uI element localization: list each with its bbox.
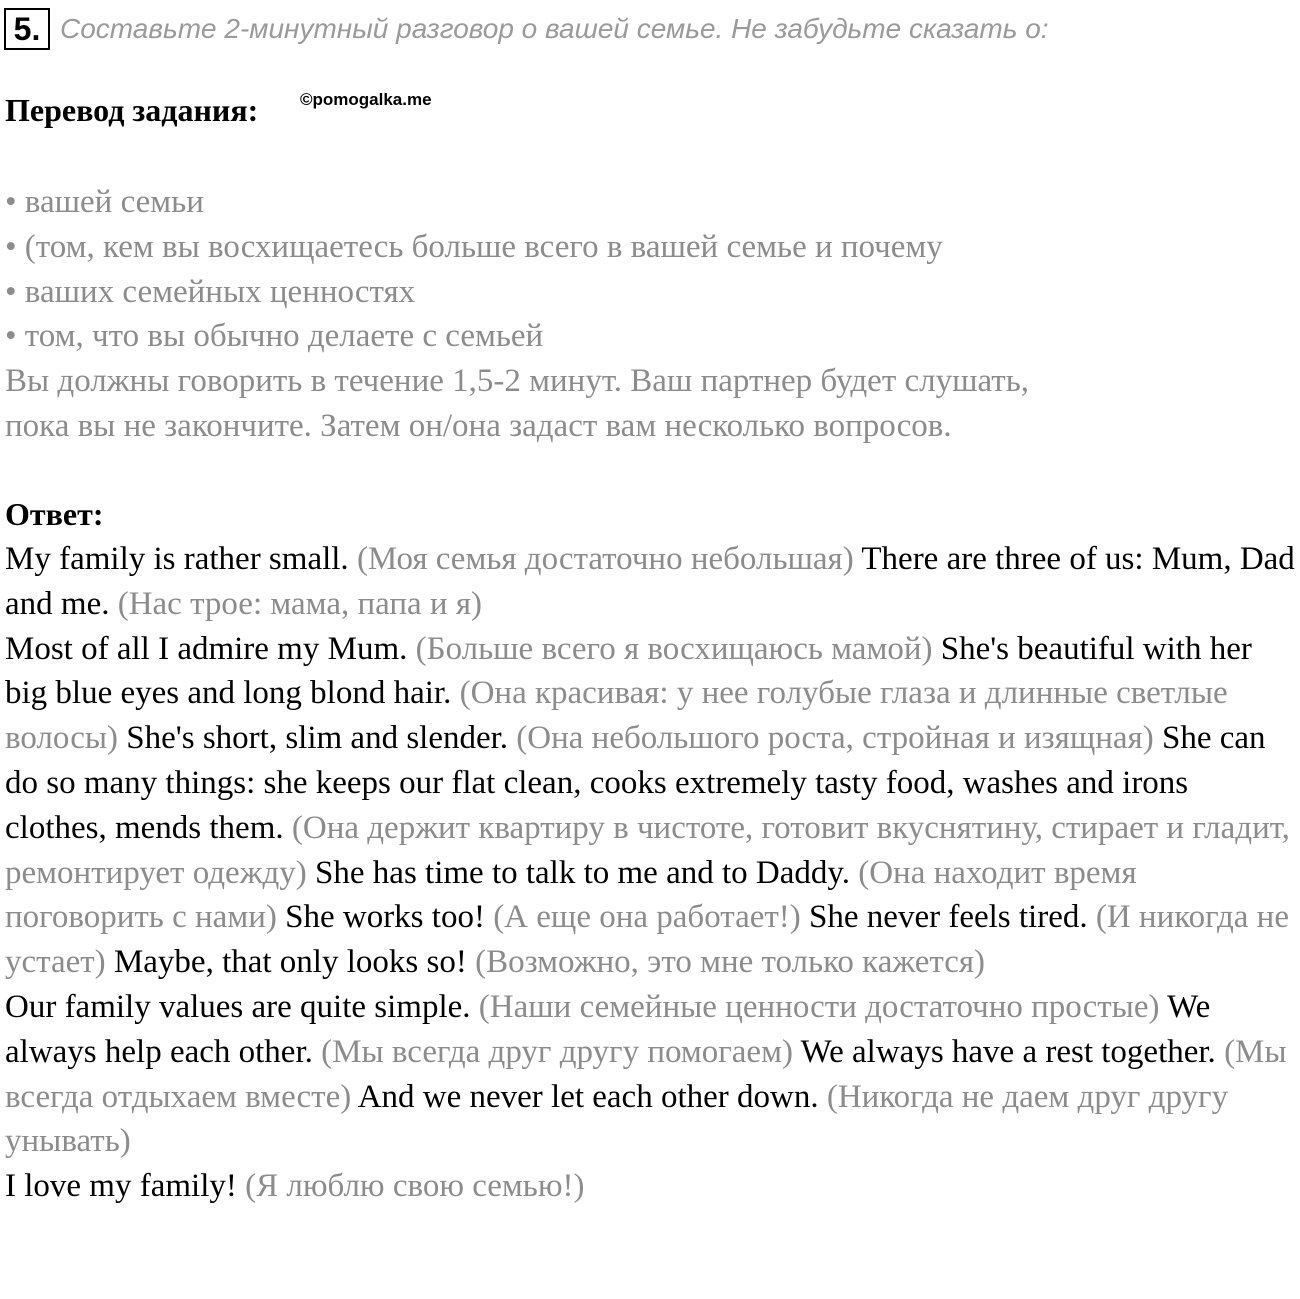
answer-body — [5, 537, 1295, 1209]
russian-translation: (Нас трое: мама, папа и я) — [117, 585, 482, 622]
russian-translation: (Она держит квартиру в чистоте, готовит вкуснятину, стирает и гладит, ремонтирует одежду) — [5, 809, 1290, 891]
watermark: ©pomogalka.me — [300, 90, 432, 109]
russian-translation: (Она находит время поговорить с нами) — [5, 854, 1137, 936]
task-number: 5. — [4, 8, 50, 50]
translation-line: • ваших семейных ценностях — [5, 273, 416, 310]
english-sentence: She never feels tired. — [809, 899, 1088, 936]
task-instruction: Составьте 2-минутный разговор о вашей семье. Не забудьте сказать о: — [60, 13, 1049, 44]
russian-translation: (Никогда не даем друг другу унывать) — [5, 1078, 1229, 1160]
english-sentence: Our family values are quite simple. — [5, 988, 471, 1025]
answer-heading: Ответ: — [5, 496, 104, 532]
russian-translation: (Наши семейные ценности достаточно простые) — [478, 988, 1160, 1025]
russian-translation: (Больше всего я восхищаюсь мамой) — [415, 630, 933, 667]
english-sentence: There are three of us: Mum, Dad and me. — [5, 541, 1295, 622]
translation-list — [5, 180, 1029, 449]
english-sentence: My family is rather small. — [5, 541, 349, 577]
english-sentence: She has time to talk to me and to Daddy. — [315, 854, 850, 891]
answer-paragraph — [5, 537, 1295, 627]
translation-heading: Перевод задания: — [5, 92, 259, 128]
russian-translation: (Она небольшого роста, стройная и изящная) — [516, 720, 1154, 757]
answer-paragraph — [5, 627, 1295, 985]
translation-line: пока вы не закончите. Затем он/она задаст вам несколько вопросов. — [5, 407, 952, 444]
english-sentence: Most of all I admire my Mum. — [5, 630, 408, 667]
russian-translation: (Мы всегда друг другу помогаем) — [321, 1033, 793, 1070]
english-sentence: We always have a rest together. — [800, 1033, 1216, 1070]
translation-line: • вашей семьи — [5, 184, 204, 220]
russian-translation: (Я люблю свою семью!) — [245, 1168, 585, 1205]
russian-translation: (И никогда не устает) — [5, 899, 1289, 981]
english-sentence: She works too! — [285, 899, 485, 936]
english-sentence: We always help each other. — [5, 988, 1211, 1070]
english-sentence: I love my family! — [5, 1168, 237, 1205]
english-sentence: Maybe, that only looks so! — [113, 944, 467, 981]
english-sentence: She's short, slim and slender. — [126, 720, 509, 757]
russian-translation: (Она красивая: у нее голубые глаза и длинные светлые волосы) — [5, 675, 1228, 757]
russian-translation: (Возможно, это мне только кажется) — [475, 944, 986, 981]
task-header — [4, 8, 1049, 50]
english-sentence: She can do so many things: she keeps our flat clean, cooks extremely tasty food, washes and irons clothes, mends them. — [5, 720, 1266, 846]
russian-translation: (Моя семья достаточно небольшая) — [356, 541, 854, 577]
answer-paragraph — [5, 1164, 1295, 1209]
translation-line: • том, что вы обычно делаете с семьей — [5, 318, 544, 355]
russian-translation: (А еще она работает!) — [493, 899, 801, 936]
english-sentence: She's beautiful with her big blue eyes and long blond hair. — [5, 630, 1252, 712]
russian-translation: (Мы всегда отдыхаем вместе) — [5, 1033, 1287, 1115]
answer-paragraph — [5, 985, 1295, 1164]
translation-line: Вы должны говорить в течение 1,5-2 минут. Ваш партнер будет слушать, — [5, 363, 1030, 400]
english-sentence: And we never let each other down. — [357, 1078, 819, 1115]
translation-line: • (том, кем вы восхищаетесь больше всего в вашей семье и почему — [5, 228, 943, 265]
